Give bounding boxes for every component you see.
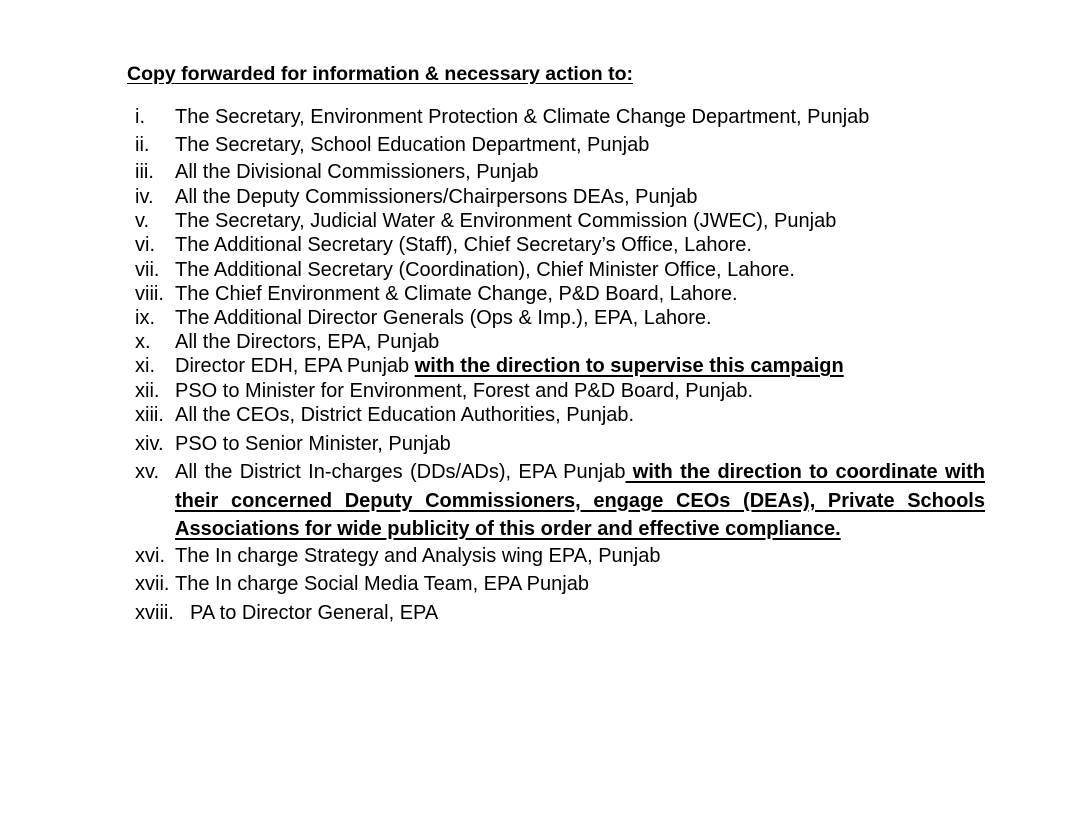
item-plain-text: The Chief Environment & Climate Change, P&D Board, Lahore. — [175, 283, 738, 305]
copy-forwarded-heading: Copy forwarded for information & necessary action to: — [127, 63, 633, 85]
item-number: ii. — [135, 134, 150, 156]
item-text — [175, 379, 985, 403]
item-text — [175, 185, 985, 209]
item-text — [175, 354, 985, 378]
item-number: viii. — [135, 283, 164, 305]
item-text — [175, 209, 985, 233]
item-number: i. — [135, 106, 145, 128]
item-text — [175, 432, 985, 456]
item-text — [175, 572, 985, 596]
item-plain-text: The Secretary, Environment Protection & Climate Change Department, Punjab — [175, 106, 870, 128]
item-number: xvii. — [135, 573, 170, 595]
item-number: xv. — [135, 461, 160, 483]
item-plain-text: The Additional Director Generals (Ops & Imp.), EPA, Lahore. — [175, 307, 712, 329]
item-number: xiv. — [135, 433, 164, 455]
item-number: xii. — [135, 380, 160, 402]
item-text — [175, 282, 985, 306]
item-text — [175, 133, 985, 157]
item-plain-text: All the Directors, EPA, Punjab — [175, 331, 440, 353]
item-text — [175, 403, 985, 427]
item-plain-text: The Secretary, School Education Department, Punjab — [175, 134, 650, 156]
item-plain-text: The In charge Social Media Team, EPA Punjab — [175, 573, 589, 595]
item-plain-text: All the District In-charges (DDs/ADs), EPA Punjab — [175, 461, 626, 483]
item-plain-text: All the CEOs, District Education Authorities, Punjab. — [175, 404, 635, 426]
item-number: vi. — [135, 234, 155, 256]
item-plain-text: All the Deputy Commissioners/Chairpersons DEAs, Punjab — [175, 186, 698, 208]
item-text — [175, 306, 985, 330]
item-number: xi. — [135, 355, 155, 377]
item-plain-text: The In charge Strategy and Analysis wing EPA, Punjab — [175, 545, 661, 567]
item-number: v. — [135, 210, 150, 232]
item-text — [175, 330, 985, 354]
item-text — [190, 601, 1000, 625]
item-plain-text: The Secretary, Judicial Water & Environment Commission (JWEC), Punjab — [175, 210, 837, 232]
item-number: xvi. — [135, 545, 165, 567]
item-text — [175, 233, 985, 257]
item-number: iii. — [135, 161, 154, 183]
item-plain-text: The Additional Secretary (Coordination), Chief Minister Office, Lahore. — [175, 259, 795, 281]
item-text — [175, 105, 985, 129]
item-plain-text: Director EDH, EPA Punjab — [175, 355, 415, 377]
item-number: iv. — [135, 186, 154, 208]
item-text — [175, 160, 985, 184]
item-number: x. — [135, 331, 151, 353]
item-number: xviii. — [135, 602, 174, 624]
item-emphasis-text: with the direction to supervise this campaign — [414, 355, 844, 377]
item-emphasis-text: with the direction to coordinate with their concerned Deputy Commissioners, engage CEOs (DEAs), Private Schools Associations for wide publicity of this order and effective compliance. — [175, 461, 986, 540]
item-text — [175, 458, 985, 544]
item-number: ix. — [135, 307, 155, 329]
item-number: xiii. — [135, 404, 164, 426]
item-plain-text: PSO to Senior Minister, Punjab — [175, 433, 451, 455]
item-number: vii. — [135, 259, 160, 281]
item-plain-text: All the Divisional Commissioners, Punjab — [175, 161, 539, 183]
item-plain-text: The Additional Secretary (Staff), Chief Secretary’s Office, Lahore. — [175, 234, 752, 256]
item-text — [175, 258, 985, 282]
item-plain-text: PSO to Minister for Environment, Forest and P&D Board, Punjab. — [175, 380, 754, 402]
item-plain-text: PA to Director General, EPA — [190, 602, 439, 624]
item-text — [175, 544, 985, 568]
